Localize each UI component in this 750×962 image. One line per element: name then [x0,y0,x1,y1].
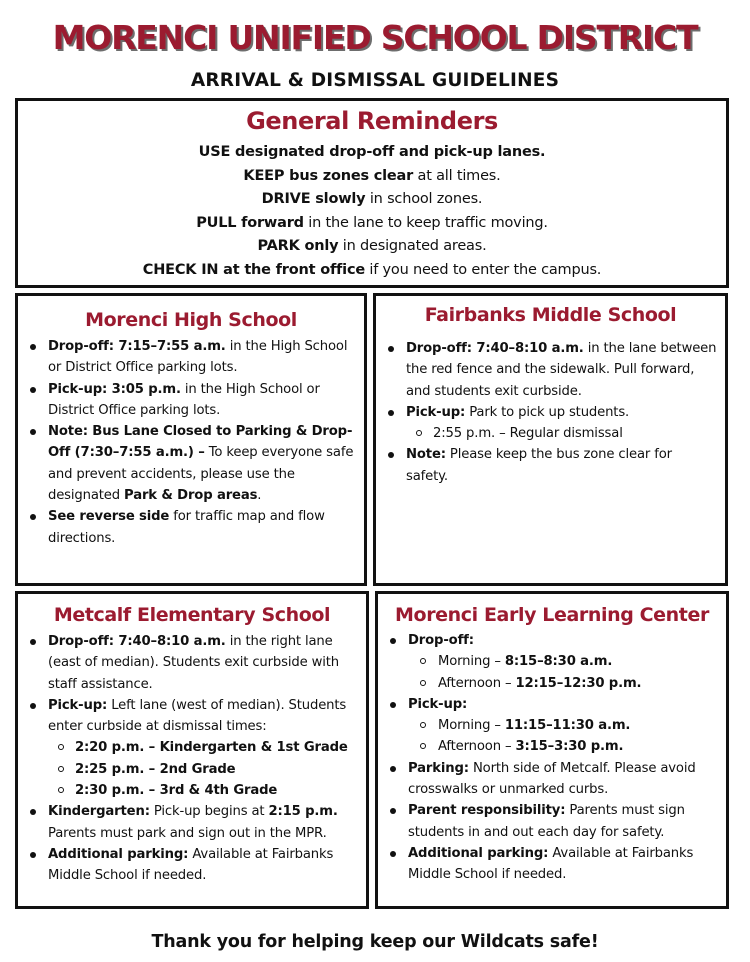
list-item: See reverse side for traffic map and flow directions. [18,506,356,549]
elementary-school-box [15,591,369,909]
district-title: MORENCI UNIFIED SCHOOL DISTRICT [52,18,698,57]
list-item: Parking: North side of Metcalf. Please avoid crosswalks or unmarked curbs. [378,758,718,801]
list-item: Additional parking: Available at Fairbanks Middle School if needed. [18,844,358,887]
list-item: Drop-off: 7:40–8:10 a.m. in the lane between the red fence and the sidewalk. Pull forward, and students exit curbside. [376,338,717,402]
early-learning-heading: Morenci Early Learning Center [395,604,709,626]
list-item: Kindergarten: Pick-up begins at 2:15 p.m. Parents must park and sign out in the MPR. [18,801,358,844]
sub-list-item: Afternoon – 12:15–12:30 p.m. [408,673,718,694]
document-subtitle: ARRIVAL & DISMISSAL GUIDELINES [190,70,560,91]
reminder-line: KEEP bus zones clear at all times. [243,167,501,184]
list-item: Parent responsibility: Parents must sign students in and out each day for safety. [378,800,718,843]
list-item: Drop-off: Morning – 8:15–8:30 a.m. Afternoon – 12:15–12:30 p.m. [378,630,718,694]
sub-list-item: Afternoon – 3:15–3:30 p.m. [408,736,718,757]
sub-list-item: 2:25 p.m. – 2nd Grade [48,759,358,780]
reminder-line: CHECK IN at the front office if you need to enter the campus. [142,261,602,278]
high-school-box [15,293,367,586]
list-item: Additional parking: Available at Fairbanks Middle School if needed. [378,843,718,886]
list-item: Pick-up: Park to pick up students. 2:55 p.m. – Regular dismissal [376,402,717,445]
general-reminders-box [15,98,729,288]
footer-message: Thank you for helping keep our Wildcats safe! [151,932,599,952]
middle-school-box [373,293,728,586]
general-reminders-heading: General Reminders [246,107,498,135]
elementary-school-heading: Metcalf Elementary School [53,604,331,626]
list-item: Drop-off: 7:15–7:55 a.m. in the High School or District Office parking lots. [18,336,356,379]
list-item: Pick-up: Morning – 11:15–11:30 a.m. Afternoon – 3:15–3:30 p.m. [378,694,718,758]
sub-list-item: 2:20 p.m. – Kindergarten & 1st Grade [48,737,358,758]
sub-list-item: Morning – 11:15–11:30 a.m. [408,715,718,736]
reminder-line: USE designated drop-off and pick-up lanes. [198,144,546,160]
reminder-line: PARK only in designated areas. [257,238,487,255]
high-school-heading: Morenci High School [85,309,297,331]
list-item: Note: Please keep the bus zone clear for safety. [376,444,717,487]
list-item: Drop-off: 7:40–8:10 a.m. in the right lane (east of median). Students exit curbside with staff assistance. [18,631,358,695]
list-item: Pick-up: 3:05 p.m. in the High School or District Office parking lots. [18,379,356,422]
sub-list-item: Morning – 8:15–8:30 a.m. [408,651,718,672]
sub-list-item: 2:30 p.m. – 3rd & 4th Grade [48,780,358,801]
list-item: Note: Bus Lane Closed to Parking & Drop-Off (7:30–7:55 a.m.) – To keep everyone safe and prevent accidents, please use the designated Park & Drop areas. [18,421,356,506]
early-learning-box [375,591,729,909]
reminder-line: DRIVE slowly in school zones. [261,191,483,208]
reminder-line: PULL forward in the lane to keep traffic moving. [196,214,548,231]
sub-list-item: 2:55 p.m. – Regular dismissal [406,423,717,444]
list-item: Pick-up: Left lane (west of median). Students enter curbside at dismissal times: 2:20 p.m. – Kindergarten & 1st Grade 2:25 p.m. – 2nd Grade 2:30 p.m. – 3rd & 4th Grade [18,695,358,801]
middle-school-heading: Fairbanks Middle School [424,304,677,326]
